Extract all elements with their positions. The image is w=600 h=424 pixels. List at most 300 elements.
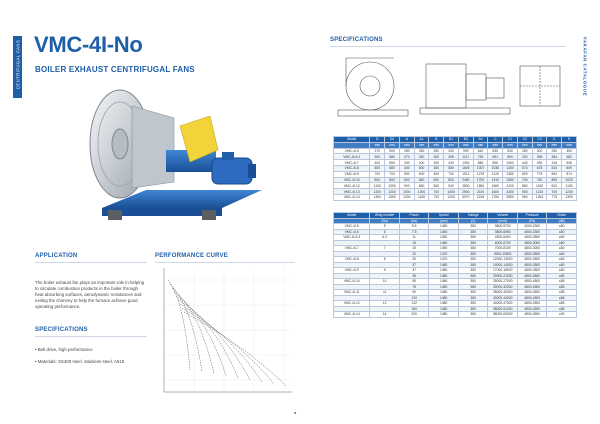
table-cell: 1550	[503, 177, 518, 183]
table-header-cell: C	[488, 137, 503, 143]
page-number-mark: ●	[294, 410, 297, 415]
table-cell: VMC-4I-9	[334, 268, 370, 274]
table-cell: 48000-51000	[488, 306, 518, 312]
table-cell: 400	[370, 160, 385, 166]
table-cell: ≤86	[547, 295, 577, 301]
table-cell: ≤80	[547, 262, 577, 268]
table-cell: 1117	[458, 154, 473, 160]
table-cell: 37	[399, 268, 429, 274]
table-cell: ≤80	[547, 257, 577, 263]
table-cell: 1260	[503, 165, 518, 171]
table-cell: 4500-3500	[517, 235, 547, 241]
table-cell: 4800-3000	[517, 240, 547, 246]
table-cell: 1450	[429, 235, 459, 241]
table-unit-cell: mm	[444, 142, 459, 148]
table-cell: 400	[414, 160, 429, 166]
table-cell: 750	[473, 154, 488, 160]
table-cell: 300	[429, 154, 444, 160]
table-cell: 280	[517, 148, 532, 154]
left-side-tab-label: CENTRIFUGAL FANS	[15, 39, 21, 90]
table-cell: 1480	[429, 290, 459, 296]
table-cell: 1036	[488, 165, 503, 171]
table-cell: VMC-4I-8	[334, 257, 370, 263]
table-cell: 1100	[370, 183, 385, 189]
table-cell: 45	[399, 273, 429, 279]
table-cell: 4500-6400	[488, 235, 518, 241]
table-cell: 700	[429, 189, 444, 195]
page-title: VMC-4I-No	[34, 32, 143, 57]
table-cell: 2300	[503, 189, 518, 195]
table-cell: 649	[562, 165, 577, 171]
table-cell: VMC-4I-5	[334, 224, 370, 230]
table-cell: VMC-4I-7	[334, 160, 370, 166]
table-cell: 380	[458, 306, 488, 312]
table-cell: 300	[429, 160, 444, 166]
table-unit-cell: mm	[429, 142, 444, 148]
curve-line	[180, 304, 262, 382]
table-unit-cell: mm	[488, 142, 503, 148]
table-cell: 1230	[562, 189, 577, 195]
table-cell: 1450	[429, 224, 459, 230]
specifications-heading: SPECIFICATIONS	[330, 37, 383, 43]
table-cell: 6.3	[370, 235, 400, 241]
table-cell: 20000-21000	[488, 273, 518, 279]
table-cell: VMC-4I-11	[334, 290, 370, 296]
table-cell: 110	[399, 295, 429, 301]
table-cell: 55	[399, 279, 429, 285]
page-subtitle: BOILER EXHAUST CENTRIFUGAL FANS	[35, 65, 195, 74]
table-cell: 4000-3300	[517, 224, 547, 230]
table-cell: 380	[458, 312, 488, 318]
table-cell: 700	[444, 171, 459, 177]
table-cell: 1210	[532, 189, 547, 195]
left-side-tab	[13, 36, 22, 98]
table-cell: 660	[414, 177, 429, 183]
table-cell: 160	[399, 306, 429, 312]
table-cell: 1450	[429, 246, 459, 252]
table-cell: 7	[370, 246, 400, 252]
table-cell: 3800-6050	[488, 229, 518, 235]
table-cell: 8	[370, 257, 400, 263]
curve-line	[170, 284, 202, 372]
table-cell: 1480	[429, 273, 459, 279]
table-cell: VMC-4I-6.3	[334, 235, 370, 241]
dimensions-table-body	[334, 148, 577, 200]
table-cell: 350	[414, 154, 429, 160]
table-unit-cell: (V)	[458, 218, 488, 224]
table-cell: VMC-4I-10	[334, 279, 370, 285]
specs-left-divider	[35, 336, 147, 337]
table-cell: VMC-4I-10	[334, 177, 370, 183]
table-cell: 1120	[488, 171, 503, 177]
table-cell: 12	[370, 301, 400, 307]
table-cell: VMC-4I-13	[334, 189, 370, 195]
table-cell: 1020	[562, 177, 577, 183]
table-cell: 330	[414, 148, 429, 154]
table-cell: ≤86	[547, 290, 577, 296]
table-cell: 15	[399, 246, 429, 252]
table-cell: 620	[547, 183, 562, 189]
table-cell: 1450	[429, 240, 459, 246]
table-cell: ≤90	[547, 312, 577, 318]
table-cell: 9000-10800	[488, 251, 518, 257]
application-text: The boiler exhaust fan plays an important role in helping to circulate combustion products in the boiler through heat absorbing surfaces, aerodynamic resistances and exiting the chimney to help the furnace achieve good operating performance.	[35, 280, 145, 310]
table-unit-cell: mm	[517, 142, 532, 148]
table-cell: 75	[399, 284, 429, 290]
spec-list	[35, 347, 145, 371]
table-cell: 30	[399, 257, 429, 263]
table-cell: 890	[547, 177, 562, 183]
table-cell: 508	[562, 160, 577, 166]
table-cell: 3800-5700	[488, 224, 518, 230]
table-cell: 40000-44000	[488, 295, 518, 301]
table-cell: 4800-3000	[517, 246, 547, 252]
table-cell: 1480	[429, 301, 459, 307]
table-cell: 874	[562, 171, 577, 177]
table-cell: 1480	[429, 295, 459, 301]
table-cell: 600	[517, 171, 532, 177]
right-side-tab	[579, 28, 589, 108]
table-cell: 380	[458, 284, 488, 290]
table-cell: 400	[399, 165, 414, 171]
table-header-cell: E	[547, 137, 562, 143]
table-cell: 380	[458, 224, 488, 230]
table-cell: 1390	[385, 194, 400, 200]
table-unit-cell: mm	[562, 142, 577, 148]
table-cell: 4800-3300	[517, 229, 547, 235]
table-unit-cell: (No)	[370, 218, 400, 224]
table-cell: 1200	[444, 194, 459, 200]
table-cell: 1480	[429, 284, 459, 290]
table-cell: 1060	[503, 160, 518, 166]
table-cell: 1264	[532, 194, 547, 200]
table-cell: 678	[532, 165, 547, 171]
table-cell: 4800-4500	[517, 306, 547, 312]
table-cell: 490	[562, 148, 577, 154]
table-cell: 316	[547, 160, 562, 166]
table-cell: ≤80	[547, 273, 577, 279]
table-cell: 2900	[458, 189, 473, 195]
table-cell: 1480	[429, 312, 459, 318]
table-header-cell: Volume	[488, 213, 518, 219]
table-header-cell: B	[429, 137, 444, 143]
table-cell: 1850	[473, 183, 488, 189]
table-cell: 700	[385, 171, 400, 177]
table-header-cell: Speed	[429, 213, 459, 219]
table-cell: VMC-4I-14	[334, 194, 370, 200]
table-cell: 55000-60000	[488, 312, 518, 318]
table-cell: 1150	[532, 183, 547, 189]
table-cell: 380	[458, 268, 488, 274]
table-cell: 4800-4500	[517, 279, 547, 285]
table-cell: ≤80	[547, 246, 577, 252]
table-cell: 11	[399, 235, 429, 241]
table-cell: 380	[458, 273, 488, 279]
table-cell: 720	[429, 194, 444, 200]
table-cell: 490	[532, 160, 547, 166]
table-cell: 280	[399, 148, 414, 154]
table-cell: 880	[517, 183, 532, 189]
table-cell: 380	[458, 251, 488, 257]
drawing-front-bearing	[466, 74, 486, 100]
table-header-cell: A1	[414, 137, 429, 143]
table-cell: 1470	[429, 251, 459, 257]
table-cell: 500	[429, 177, 444, 183]
table-header-cell: D2	[385, 137, 400, 143]
table-cell: 800	[444, 177, 459, 183]
table-header-cell: B4	[473, 137, 488, 143]
table-unit-cell: mm	[473, 142, 488, 148]
table-cell: 250	[547, 148, 562, 154]
table-cell: 860	[414, 183, 429, 189]
table-cell: 440	[517, 160, 532, 166]
table-cell: 1200	[370, 189, 385, 195]
table-cell: 550	[444, 165, 459, 171]
table-cell: 1000	[399, 189, 414, 195]
table-cell: 380	[458, 240, 488, 246]
table-cell: 1300	[370, 194, 385, 200]
table-unit-cell: mm	[414, 142, 429, 148]
table-header-cell: Voltage	[458, 213, 488, 219]
table-cell: 280	[429, 148, 444, 154]
drawing-front-base	[420, 108, 510, 114]
table-unit-cell: (Pa)	[517, 218, 547, 224]
spec-item: • Belt drive, high performance	[35, 347, 93, 352]
drawing-side-housing	[346, 62, 394, 110]
table-cell: ≤80	[547, 235, 577, 241]
table-cell: 1360	[503, 171, 518, 177]
table-unit-cell: mm	[532, 142, 547, 148]
table-header-cell: B3	[458, 137, 473, 143]
table-cell: VMC-4I-6	[334, 229, 370, 235]
vibration-mount	[108, 210, 122, 220]
application-divider	[35, 262, 147, 263]
table-cell: 760	[532, 177, 547, 183]
table-cell: 10	[370, 279, 400, 285]
table-cell: 1150	[562, 183, 577, 189]
table-cell: 14000-14000	[488, 262, 518, 268]
application-heading: APPLICATION	[35, 253, 78, 259]
table-cell: 395	[532, 154, 547, 160]
table-cell: 2460	[458, 177, 473, 183]
table-unit-cell: (kw)	[399, 218, 429, 224]
table-cell: 270	[399, 154, 414, 160]
table-cell: 90	[399, 290, 429, 296]
drawing-front-housing	[426, 64, 466, 108]
table-cell: VMC-4I-12	[334, 183, 370, 189]
curve-line	[168, 280, 190, 370]
drawing-front-motor	[486, 78, 504, 98]
table-header-cell: Model	[334, 213, 370, 219]
table-cell: 1480	[429, 262, 459, 268]
table-cell: 775	[547, 194, 562, 200]
fan-product-image	[62, 86, 280, 232]
table-cell: ≤86	[547, 306, 577, 312]
table-header-cell: Noise	[547, 213, 577, 219]
table-cell: 900	[399, 183, 414, 189]
scroll-casing	[132, 106, 174, 188]
table-cell: 1090	[385, 183, 400, 189]
table-cell: 510	[547, 165, 562, 171]
table-cell: 300	[370, 154, 385, 160]
electric-motor	[212, 158, 252, 184]
table-cell: 2215	[473, 194, 488, 200]
table-cell: 1007	[473, 165, 488, 171]
table-cell: 132	[399, 301, 429, 307]
table-cell: 7000-8100	[488, 246, 518, 252]
table-cell: 9	[370, 268, 400, 274]
table-cell: 2200	[503, 183, 518, 189]
drawing-side-inlet	[360, 76, 380, 96]
motor-end-cap	[248, 164, 256, 178]
table-cell: 22	[399, 251, 429, 257]
performance-table	[333, 212, 577, 318]
dimension-drawing	[330, 50, 570, 120]
table-cell: 630	[488, 148, 503, 154]
table-cell: 1912	[458, 171, 473, 177]
performance-curve-chart	[154, 260, 296, 400]
table-header-cell: B1	[444, 137, 459, 143]
table-cell: 640	[473, 148, 488, 154]
table-cell: 6000-6700	[488, 240, 518, 246]
table-cell: 380	[458, 257, 488, 263]
table-cell: 380	[429, 165, 444, 171]
table-cell: VMC-4I-9	[334, 171, 370, 177]
table-header-cell: C2	[517, 137, 532, 143]
table-unit-cell: mm	[385, 142, 400, 148]
table-cell: 1160	[414, 194, 429, 200]
table-cell: ≤85	[547, 284, 577, 290]
table-cell: 806	[488, 160, 503, 166]
table-cell: 35000-40000	[488, 290, 518, 296]
table-header-cell: Pressure	[517, 213, 547, 219]
table-cell: 880	[473, 160, 488, 166]
table-cell: 691	[488, 154, 503, 160]
table-cell: 1605	[458, 165, 473, 171]
table-cell: 4800-3500	[517, 251, 547, 257]
table-header-cell: Model	[334, 137, 370, 143]
table-cell: 25000-27000	[488, 279, 518, 285]
table-cell: 1000	[414, 189, 429, 195]
table-cell: ≤80	[547, 268, 577, 274]
table-cell: 4800-4500	[517, 295, 547, 301]
table-header-cell: H	[562, 137, 577, 143]
table-cell: 600	[414, 171, 429, 177]
table-cell: 4800-4500	[517, 284, 547, 290]
table-unit-cell: (dB)	[547, 218, 577, 224]
table-cell: 1480	[429, 306, 459, 312]
drawing-centerline	[520, 66, 560, 106]
table-cell: 330	[444, 148, 459, 154]
table-cell: 740	[517, 177, 532, 183]
table-header-cell: Wing number	[370, 213, 400, 219]
table-cell: 1480	[429, 279, 459, 285]
table-cell: 1410	[488, 177, 503, 183]
table-cell: 270	[370, 148, 385, 154]
table-row	[334, 312, 577, 318]
drawing-side-base	[338, 110, 408, 116]
table-header-cell: D	[370, 137, 385, 143]
table-cell: 380	[458, 262, 488, 268]
table-cell: VMC-4I-5	[334, 148, 370, 154]
table-cell: 400	[429, 171, 444, 177]
table-cell: VMC-4I-12	[334, 301, 370, 307]
table-cell: VMC-4I-6.3	[334, 154, 370, 160]
table-cell: 7.5	[399, 229, 429, 235]
table-cell: 4800-3500	[517, 262, 547, 268]
table-cell: 1304	[458, 160, 473, 166]
table-cell: 1784	[488, 194, 503, 200]
table-cell: 37	[399, 262, 429, 268]
table-cell: 380	[458, 279, 488, 285]
table-cell: 482	[562, 154, 577, 160]
table-cell: 380	[458, 246, 488, 252]
table-cell: 664	[547, 171, 562, 177]
spec-item: • Materials: SS400 steel, stainless steel, A515	[35, 359, 125, 364]
table-cell: 800	[385, 177, 400, 183]
table-cell: 990	[458, 148, 473, 154]
table-header-cell: Power	[399, 213, 429, 219]
table-cell: VMC-4I-8	[334, 165, 370, 171]
table-unit-cell: (m³/h)	[488, 218, 518, 224]
table-cell: 284	[547, 154, 562, 160]
table-cell: 560	[429, 183, 444, 189]
table-cell: 1000	[444, 189, 459, 195]
table-cell: 650	[385, 160, 400, 166]
specifications-divider	[330, 46, 566, 47]
motor-terminal-box	[222, 152, 234, 160]
table-cell: ≤80	[547, 224, 577, 230]
table-cell: 380	[458, 301, 488, 307]
table-unit-cell: mm	[399, 142, 414, 148]
table-cell: 330	[399, 160, 414, 166]
table-cell: 44000-47000	[488, 301, 518, 307]
table-cell: 380	[458, 235, 488, 241]
table-cell: 14	[370, 312, 400, 318]
table-cell: 292	[517, 154, 532, 160]
table-cell: 4800-4500	[517, 290, 547, 296]
table-unit-cell: mm	[458, 142, 473, 148]
table-cell: 500	[414, 165, 429, 171]
table-cell: ≤80	[547, 251, 577, 257]
vibration-mount	[202, 210, 216, 220]
table-cell: 775	[532, 171, 547, 177]
table-cell: 1480	[429, 268, 459, 274]
table-header-cell: A	[399, 137, 414, 143]
table-unit-cell: (rpm)	[429, 218, 459, 224]
table-cell: VMC-4I-14	[334, 312, 370, 318]
table-unit-cell: mm	[503, 142, 518, 148]
table-cell: 4800-3500	[517, 257, 547, 263]
table-cell: 430	[444, 160, 459, 166]
table-cell: 1200	[399, 194, 414, 200]
table-cell: 15	[399, 240, 429, 246]
table-cell: 900	[503, 154, 518, 160]
table-cell: 200	[399, 312, 429, 318]
table-cell: 964	[517, 194, 532, 200]
curve-line	[184, 312, 286, 386]
table-row	[334, 194, 577, 200]
table-cell: 600	[399, 177, 414, 183]
table-header-cell: C1	[503, 137, 518, 143]
performance-table-body	[334, 224, 577, 318]
fan-inlet	[112, 129, 128, 159]
table-cell: 900	[517, 189, 532, 195]
table-cell: 1278	[473, 171, 488, 177]
table-cell: 380	[458, 229, 488, 235]
table-cell: 4800-4500	[517, 312, 547, 318]
table-header-cell: C3	[532, 137, 547, 143]
